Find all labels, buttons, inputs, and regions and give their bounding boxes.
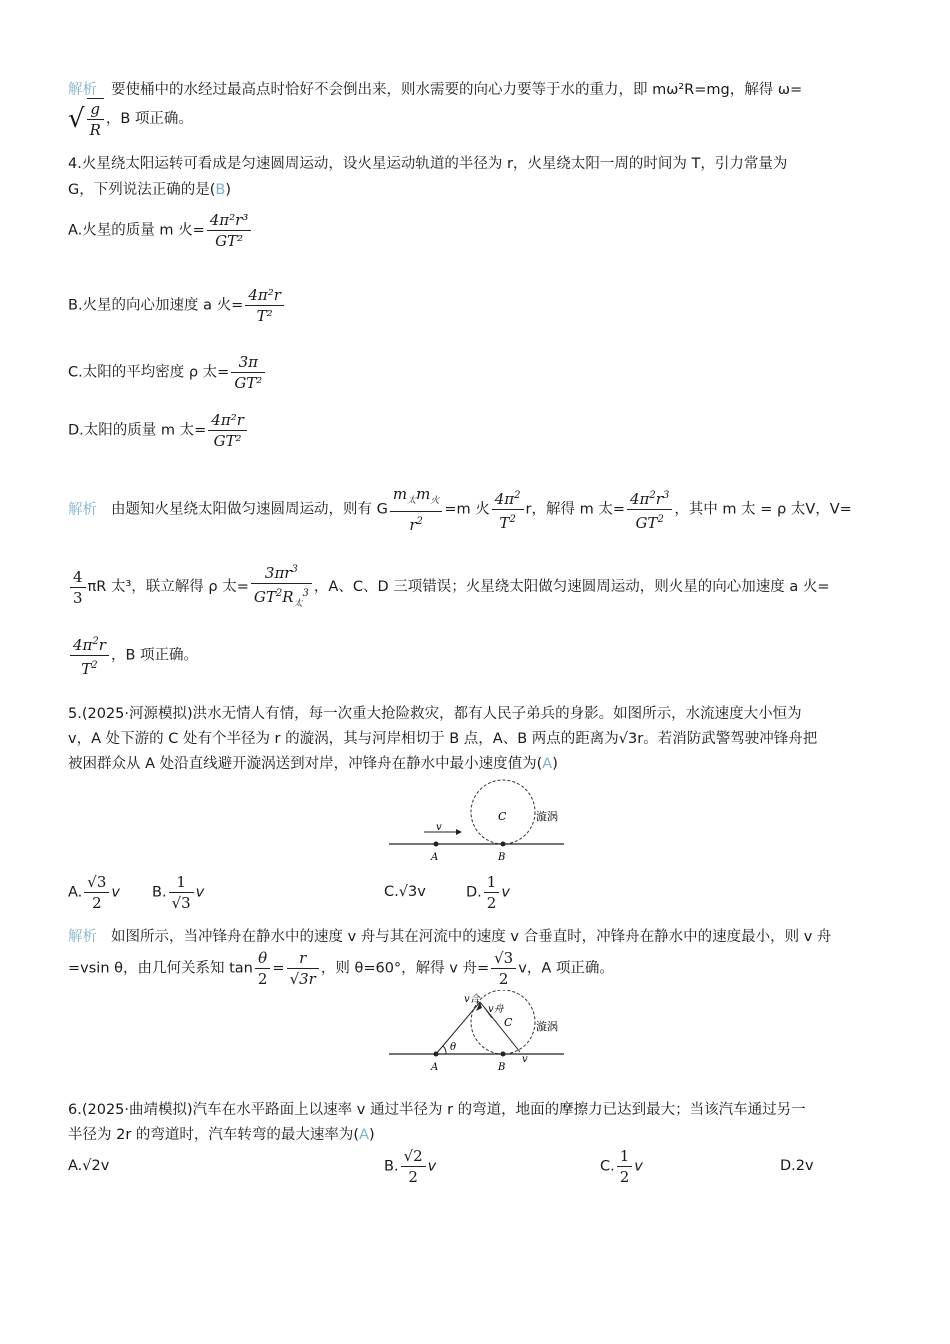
point-b — [501, 1052, 506, 1057]
q5-option-d[interactable]: D. $\frac{1}{2}$ v — [466, 873, 510, 912]
q6-option-a[interactable]: A.√2v — [68, 1158, 110, 1174]
answer: A — [359, 1127, 369, 1143]
v-label: v — [436, 822, 442, 833]
q3-analysis-line2 — [68, 98, 193, 140]
vortex-circle — [471, 990, 535, 1054]
fraction-gravity: $m_太m_火$ $r^2$ — [390, 484, 443, 535]
q5-stem-line3: 被困群众从 A 处沿直线避开漩涡送到对岸，冲锋舟在静水中最小速度值为(A) — [68, 756, 558, 772]
b-label: B — [498, 1062, 506, 1073]
q4-stem-line1: 4.火星绕太阳运转可看成是匀速圆周运动，设火星运动轨道的半径为 r，火星绕太阳一周的时间为 T，引力常量为 — [68, 156, 788, 172]
q4-analysis-line2: $\frac{4}{3}$ πR 太³，联立解得 ρ 太= $3\pi r^3$ $GT^2R_太^3$ ，A、C、D 三项错误；火星绕太阳做匀速圆周运动，则火星的向心加速度 a 火= — [68, 560, 830, 614]
q4-option-a[interactable]: A.火星的质量 m 火= $\frac{\text{4π²r³}}{\text{GT²}}$ — [68, 210, 253, 251]
q6-option-d[interactable]: D.2v — [780, 1158, 814, 1174]
v-he-label: v合 — [464, 994, 480, 1005]
sqrt-symbol: √ — [68, 104, 85, 134]
point-a — [434, 1052, 439, 1057]
q4-option-d[interactable]: D.太阳的质量 m 太= $\frac{\text{4π²r}}{\text{GT²}}$ — [68, 410, 249, 451]
q4-stem-line2: G，下列说法正确的是(B) — [68, 182, 232, 198]
velocity-diagram — [384, 990, 566, 1076]
resultant-velocity-line — [436, 1002, 480, 1054]
analysis-tag: 解析 — [68, 82, 97, 98]
q3-analysis-line1 — [68, 78, 802, 99]
a-label: A — [431, 852, 439, 863]
c-label: C — [504, 1016, 513, 1029]
q4-analysis-line3: $\frac{4\pi^2r}{T^2}$ ，B 项正确。 — [68, 632, 198, 679]
flow-arrow-head — [456, 829, 462, 835]
q5-stem-line2: v，A 处下游的 C 处有个半径为 r 的漩涡，其与河岸相切于 B 点，A、B 两点的距离为√3r。若消防武警驾驶冲锋舟把 — [68, 731, 818, 747]
q4-option-b[interactable]: B.火星的向心加速度 a 火= $\frac{\text{4π²r}}{\text{T²}}$ — [68, 285, 286, 326]
answer: A — [542, 756, 553, 772]
vortex-label: 漩涡 — [536, 810, 558, 823]
v-label: v — [522, 1054, 528, 1065]
v-zhou-label: v舟 — [488, 1004, 504, 1015]
q5-stem-line1: 5.(2025·河源模拟)洪水无情人有情，每一次重大抢险救灾，都有人民子弟兵的身影。如图所示，水流速度大小恒为 — [68, 706, 802, 722]
q6-option-b[interactable]: B. $\frac{√2}{2}$ v — [384, 1147, 437, 1186]
q5-option-a[interactable]: A. $\frac{√3}{2}$ v — [68, 873, 120, 912]
q4-option-c[interactable]: C.太阳的平均密度 ρ 太= $\frac{3\pi}{\text{GT²}}$ — [68, 352, 267, 393]
c-label: C — [498, 810, 507, 823]
answer: B — [215, 182, 226, 198]
b-label: B — [498, 852, 506, 863]
theta-label: θ — [450, 1042, 457, 1053]
theta-arc — [443, 1046, 446, 1054]
q6-stem-line1: 6.(2025·曲靖模拟)汽车在水平路面上以速率 v 通过半径为 r 的弯道，地面的摩擦力已达到最大；当该汽车通过另一 — [68, 1102, 806, 1118]
analysis-text: ，B 项正确。 — [105, 111, 193, 127]
q4-analysis-line1: 解析 由题知火星绕太阳做匀速圆周运动，则有 G $m_太m_火$ $r^2$ =m 火 $\frac{4\pi^2}{T^2}$ r，解得 m 太= $\frac{4\pi^2r^3}{GT^2}$ ，其中 m 太 = ρ 太V，V= — [68, 485, 852, 534]
q5-analysis-line2: =vsin θ，由几何关系知 tan $\frac{\theta}{2}$ = $\frac{r}{√3r}$ ，则 θ=60°，解得 v 舟= $\frac{√3}{2}$ v，A 项正确。 — [68, 949, 614, 988]
vortex-label: 漩涡 — [536, 1020, 558, 1033]
point-a — [434, 842, 439, 847]
vortex-diagram — [384, 774, 566, 864]
fraction-g-over-r: $\frac{g}{R}$ — [87, 98, 104, 140]
q6-stem-line2: 半径为 2r 的弯道时，汽车转弯的最大速率为(A) — [68, 1127, 375, 1143]
analysis-text: 要使桶中的水经过最高点时恰好不会倒出来，则水需要的向心力要等于水的重力，即 mω²R=mg，解得 ω= — [111, 82, 803, 98]
point-b — [501, 842, 506, 847]
q5-option-c[interactable]: C.√3v — [384, 884, 426, 900]
q5-analysis-line1: 解析 如图所示，当冲锋舟在静水中的速度 v 舟与其在河流中的速度 v 合垂直时，冲锋舟在静水中的速度最小，则 v 舟 — [68, 929, 832, 945]
q6-option-c[interactable]: C. $\frac{1}{2}$ v — [600, 1147, 643, 1186]
a-label: A — [431, 1062, 439, 1073]
q5-option-b[interactable]: B. $\frac{1}{√3}$ v — [152, 873, 205, 912]
